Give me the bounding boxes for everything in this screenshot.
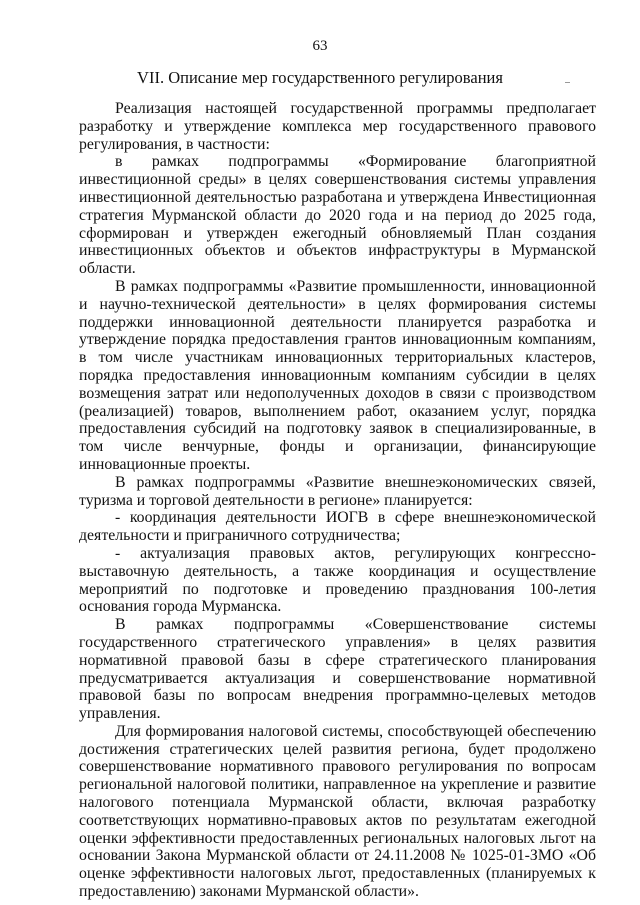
list-item-actualization: - актуализация правовых актов, регулирующих конгрессно-выставочную деятельность, а также координация и осуществление мероприятий по подготовке и проведению празднования 100-летия основания города Мурманска.	[79, 544, 596, 616]
scan-mark	[565, 82, 570, 83]
section-title: VII. Описание мер государственного регулирования	[137, 68, 503, 87]
paragraph-innovation: В рамках подпрограммы «Развитие промышленности, инновационной и научно-технической деятельности» в целях формирования системы поддержки инновационной деятельности планируется разработка и утверждение порядка предоставления грантов инновационным компаниям, в том числе участникам инновационных территориальных кластеров, порядка предоставления инновационным компаниям субсидии в целях возмещения затрат или недополученных доходов в связи с производством (реализацией) товаров, выполнением работ, оказанием услуг, порядка предоставления субсидий на подготовку заявок в специализированные, в том числе венчурные, фонды и организации, финансирующие инновационные проекты.	[79, 277, 596, 473]
paragraph-strategic-management: В рамках подпрограммы «Совершенствование системы государственного стратегического управления» в целях развития нормативной правовой базы в сфере стратегического планирования предусматривается актуализация и совершенствование нормативной правовой базы по вопросам внедрения программно-целевых методов управления.	[79, 616, 596, 723]
paragraph-intro: Реализация настоящей государственной программы предполагает разработку и утверждение комплекса мер государственного правового регулирования, в частности:	[79, 100, 596, 153]
page-number: 63	[312, 38, 328, 54]
paragraph-tax-system: Для формирования налоговой системы, способствующей обеспечению достижения стратегических целей развития региона, будет продолжено совершенствование нормативного правового регулирования по вопросам региональной налоговой политики, направленное на укрепление и развитие налогового потенциала Мурманской области, включая разработку соответствующих нормативно-правовых актов по результатам ежегодной оценки эффективности предоставленных региональных налоговых льгот на основании Закона Мурманской области от 24.11.2008 № 1025-01-ЗМО «Об оценке эффективности налоговых льгот, предоставленных (планируемых к предоставлению) законами Мурманской области».	[79, 722, 596, 901]
body-text	[79, 100, 596, 901]
paragraph-investment: в рамках подпрограммы «Формирование благоприятной инвестиционной среды» в целях совершенствования системы управления инвестиционной деятельностью разработана и утверждена Инвестиционная стратегия Мурманской области до 2020 года и на период до 2025 года, сформирован и утвержден ежегодный обновляемый План создания инвестиционных объектов и объектов инфраструктуры в Мурманской области.	[79, 153, 596, 278]
list-item-coordination: - координация деятельности ИОГВ в сфере внешнеэкономической деятельности и приграничного сотрудничества;	[79, 509, 596, 545]
paragraph-foreign-economic: В рамках подпрограммы «Развитие внешнеэкономических связей, туризма и торговой деятельности в регионе» планируется:	[79, 473, 596, 509]
